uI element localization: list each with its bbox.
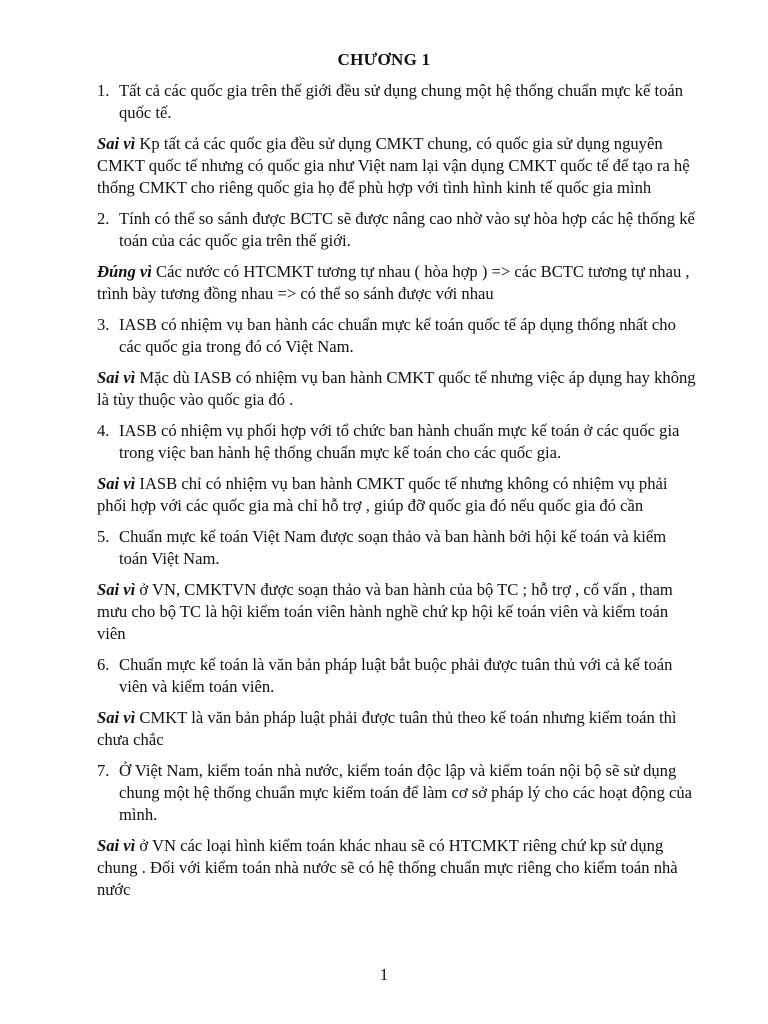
answer-paragraph: [97, 473, 697, 517]
question-number: 3.: [97, 315, 110, 334]
question-number: 2.: [97, 209, 110, 228]
answer-text: IASB chỉ có nhiệm vụ ban hành CMKT quốc tế nhưng không có nhiệm vụ phải phối hợp với các quốc gia mà chỉ hỗ trợ , giúp đỡ quốc gia đó nếu quốc gia đó cần: [97, 474, 668, 515]
question-text: Tất cả các quốc gia trên thế giới đều sử dụng chung một hệ thống chuẩn mực kế toán quốc tế.: [119, 81, 684, 122]
question-text: IASB có nhiệm vụ phối hợp với tổ chức ban hành chuẩn mực kế toán ở các quốc gia trong việc ban hành hệ thống chuẩn mực kế toán cho các quốc gia.: [119, 421, 680, 462]
question-text: Chuẩn mực kế toán Việt Nam được soạn thảo và ban hành bởi hội kế toán và kiểm toán Việt Nam.: [119, 527, 667, 568]
answer-text: CMKT là văn bản pháp luật phải được tuân thủ theo kế toán nhưng kiểm toán thì chưa chắc: [97, 708, 677, 749]
answer-text: ở VN, CMKTVN được soạn thảo và ban hành của bộ TC ; hỗ trợ , cố vấn , tham mưu cho bộ TC là hội kiểm toán viên hành nghề chứ kp hội kế toán viên và kiểm toán viên: [97, 580, 673, 643]
answer-paragraph: [97, 367, 697, 411]
answer-verdict: Sai vì: [97, 836, 136, 855]
answer-verdict: Sai vì: [97, 134, 136, 153]
question-text: Ở Việt Nam, kiểm toán nhà nước, kiểm toán độc lập và kiểm toán nội bộ sẽ sử dụng chung một hệ thống chuẩn mực kiểm toán để làm cơ sở pháp lý cho các hoạt động của mình.: [119, 761, 693, 824]
answer-text: Kp tất cả các quốc gia đều sử dụng CMKT chung, có quốc gia sử dụng nguyên CMKT quốc tế nhưng có quốc gia như Việt nam lại vận dụng CMKT quốc tế để tạo ra hệ thống CMKT cho riêng quốc gia họ để phù hợp với tình hình kinh tế quốc gia mình: [97, 134, 690, 197]
question-item: [97, 420, 697, 464]
question-item: [97, 208, 697, 252]
answer-verdict: Sai vì: [97, 580, 136, 599]
question-text: Chuẩn mực kế toán là văn bản pháp luật bắt buộc phải được tuân thủ với cả kế toán viên và kiểm toán viên.: [119, 655, 673, 696]
question-number: 6.: [97, 655, 110, 674]
answer-text: Các nước có HTCMKT tương tự nhau ( hòa hợp ) => các BCTC tương tự nhau , trình bày tương đồng nhau => có thể so sánh được với nhau: [97, 262, 690, 303]
answer-verdict: Sai vì: [97, 708, 136, 727]
answer-paragraph: [97, 835, 697, 901]
page-number: 1: [379, 965, 389, 984]
answer-paragraph: [97, 261, 697, 305]
question-text: IASB có nhiệm vụ ban hành các chuẩn mực kế toán quốc tế áp dụng thống nhất cho các quốc gia trong đó có Việt Nam.: [119, 315, 676, 356]
question-list: [97, 80, 697, 910]
answer-verdict: Sai vì: [97, 474, 136, 493]
question-item: [97, 526, 697, 570]
question-number: 1.: [97, 81, 110, 100]
answer-text: ở VN các loại hình kiểm toán khác nhau sẽ có HTCMKT riêng chứ kp sử dụng chung . Đối với kiểm toán nhà nước sẽ có hệ thống chuẩn mực riêng cho kiểm toán nhà nước: [97, 836, 678, 899]
question-item: [97, 654, 697, 698]
question-text: Tính có thể so sánh được BCTC sẽ được nâng cao nhờ vào sự hòa hợp các hệ thống kế toán của các quốc gia trên thế giới.: [119, 209, 695, 250]
question-number: 5.: [97, 527, 110, 546]
question-item: [97, 760, 697, 826]
answer-verdict: Đúng vì: [97, 262, 152, 281]
question-item: [97, 80, 697, 124]
answer-verdict: Sai vì: [97, 368, 136, 387]
question-item: [97, 314, 697, 358]
chapter-title: CHƯƠNG 1: [337, 50, 431, 69]
answer-paragraph: [97, 707, 697, 751]
answer-text: Mặc dù IASB có nhiệm vụ ban hành CMKT quốc tế nhưng việc áp dụng hay không là tùy thuộc vào quốc gia đó .: [97, 368, 696, 409]
answer-paragraph: [97, 579, 697, 645]
question-number: 7.: [97, 761, 110, 780]
answer-paragraph: [97, 133, 697, 199]
question-number: 4.: [97, 421, 110, 440]
